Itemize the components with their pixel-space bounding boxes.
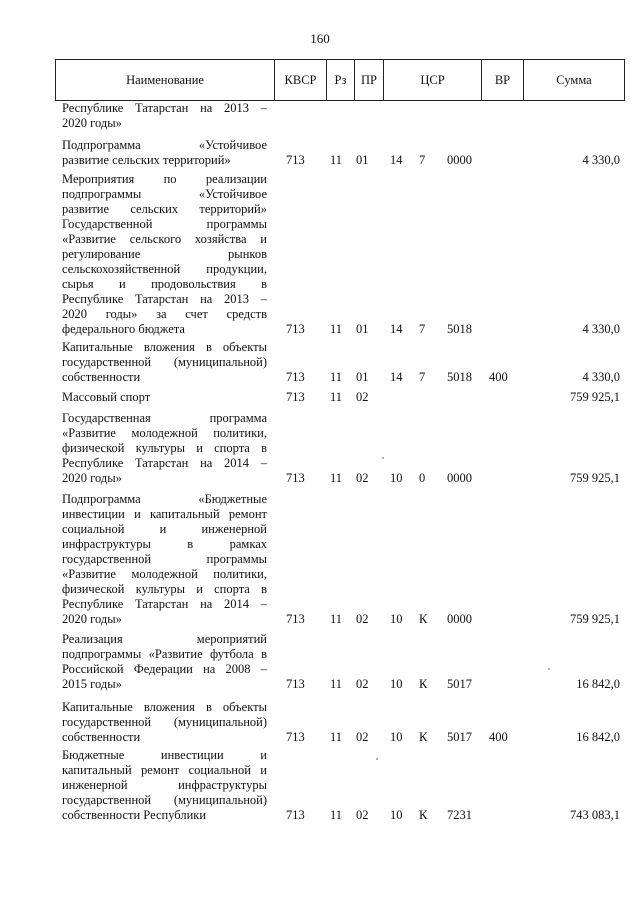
- cell-pr: 01: [356, 322, 369, 336]
- cell-csr-subprogram: 7: [419, 370, 426, 384]
- name-line: развитие сельских территорий»: [62, 202, 267, 216]
- cell-name: [62, 138, 267, 168]
- header-sum: Сумма: [523, 60, 624, 100]
- cell-csr-direction: 0000: [447, 471, 472, 485]
- cell-sum: 759 925,1: [570, 471, 620, 485]
- name-line: Подпрограмма «Бюджетные: [62, 492, 267, 506]
- cell-sum: 16 842,0: [576, 677, 620, 691]
- header-name: Наименование: [126, 72, 204, 87]
- header-rz: Рз: [326, 60, 354, 100]
- cell-rz: 11: [330, 322, 343, 336]
- name-line: сырья и продовольствия в: [62, 277, 267, 291]
- header-csr: ЦСР: [383, 60, 481, 100]
- header-pr: ПР: [354, 60, 383, 100]
- cell-sum: 4 330,0: [582, 153, 620, 167]
- name-line: «Развитие молодежной политики,: [62, 567, 267, 581]
- cell-kvsr: 713: [286, 808, 305, 822]
- cell-kvsr: 713: [286, 612, 305, 626]
- cell-sum: 4 330,0: [582, 370, 620, 384]
- cell-kvsr: 713: [286, 471, 305, 485]
- name-line: инвестиции и капитальный ремонт: [62, 507, 267, 521]
- name-line: 2020 годы» за счет средств: [62, 307, 267, 321]
- cell-kvsr: 713: [286, 730, 305, 744]
- cell-sum: 759 925,1: [570, 612, 620, 626]
- cell-rz: 11: [330, 390, 343, 404]
- cell-name: [62, 748, 267, 823]
- scan-speck: [548, 668, 550, 670]
- cell-rz: 11: [330, 808, 343, 822]
- name-line: 2020 годы»: [62, 471, 122, 485]
- cell-csr-program: 14: [390, 322, 403, 336]
- cell-csr-direction: 7231: [447, 808, 472, 822]
- name-line: государственной программы: [62, 552, 267, 566]
- cell-kvsr: 713: [286, 322, 305, 336]
- cell-name: [62, 700, 267, 745]
- name-line: сельскохозяйственной продукции,: [62, 262, 267, 276]
- cell-rz: 11: [330, 153, 343, 167]
- cell-csr-subprogram: К: [419, 677, 428, 691]
- name-line: Государственная программа: [62, 411, 267, 425]
- cell-kvsr: 713: [286, 390, 305, 404]
- cell-csr-program: 10: [390, 730, 403, 744]
- cell-csr-program: 10: [390, 612, 403, 626]
- name-line: собственности: [62, 370, 141, 384]
- name-line: собственности: [62, 730, 141, 744]
- cell-csr-program: 10: [390, 677, 403, 691]
- name-line: 2020 годы»: [62, 116, 122, 130]
- cell-rz: 11: [330, 370, 343, 384]
- name-line: подпрограммы «Устойчивое: [62, 187, 267, 201]
- name-line: государственной (муниципальной): [62, 793, 267, 807]
- name-line: физической культуры и спорта в: [62, 441, 267, 455]
- cell-name: [62, 340, 267, 385]
- name-line: физической культуры и спорта в: [62, 582, 267, 596]
- cell-csr-subprogram: К: [419, 730, 428, 744]
- cell-sum: 16 842,0: [576, 730, 620, 744]
- header-vr: ВР: [481, 60, 523, 100]
- cell-csr-subprogram: 7: [419, 322, 426, 336]
- cell-csr-direction: 5017: [447, 730, 472, 744]
- cell-pr: 01: [356, 370, 369, 384]
- header-kvsr: КВСР: [274, 60, 326, 100]
- name-line: Мероприятия по реализации: [62, 172, 267, 186]
- cell-csr-program: 10: [390, 471, 403, 485]
- cell-csr-direction: 5017: [447, 677, 472, 691]
- name-line: Государственной программы: [62, 217, 267, 231]
- scan-speck: [382, 457, 384, 459]
- name-line: капитальный ремонт социальной и: [62, 763, 267, 777]
- name-line: подпрограммы «Развитие футбола в: [62, 647, 267, 661]
- cell-rz: 11: [330, 730, 343, 744]
- cell-vr: 400: [489, 730, 508, 744]
- name-line: Подпрограмма «Устойчивое: [62, 138, 267, 152]
- cell-name: [62, 492, 267, 627]
- name-line: регулирование рынков: [62, 247, 267, 261]
- name-line: Капитальные вложения в объекты: [62, 700, 267, 714]
- cell-csr-subprogram: К: [419, 612, 428, 626]
- name-line: Массовый спорт: [62, 390, 151, 404]
- name-line: «Развитие сельского хозяйства и: [62, 232, 267, 246]
- cell-name: [62, 172, 267, 337]
- cell-name: [62, 390, 267, 405]
- name-line: собственности Республики: [62, 808, 207, 822]
- name-line: «Развитие молодежной политики,: [62, 426, 267, 440]
- cell-rz: 11: [330, 677, 343, 691]
- name-line: Капитальные вложения в объекты: [62, 340, 267, 354]
- cell-pr: 02: [356, 612, 369, 626]
- name-line: Бюджетные инвестиции и: [62, 748, 267, 762]
- name-line: 2015 годы»: [62, 677, 122, 691]
- name-line: социальной и инженерной: [62, 522, 267, 536]
- cell-kvsr: 713: [286, 677, 305, 691]
- name-line: Республике Татарстан на 2014 –: [62, 597, 267, 611]
- cell-vr: 400: [489, 370, 508, 384]
- name-line: Республике Татарстан на 2013 –: [62, 101, 267, 115]
- name-line: развитие сельских территорий»: [62, 153, 231, 167]
- scan-speck: [376, 758, 378, 760]
- cell-pr: 02: [356, 471, 369, 485]
- name-line: Республике Татарстан на 2014 –: [62, 456, 267, 470]
- cell-rz: 11: [330, 612, 343, 626]
- cell-pr: 02: [356, 808, 369, 822]
- cell-pr: 02: [356, 730, 369, 744]
- cell-kvsr: 713: [286, 370, 305, 384]
- table-header: [55, 59, 625, 101]
- cell-kvsr: 713: [286, 153, 305, 167]
- cell-csr-program: 10: [390, 808, 403, 822]
- cell-csr-direction: 5018: [447, 322, 472, 336]
- cell-name: [62, 101, 267, 131]
- cell-csr-subprogram: 7: [419, 153, 426, 167]
- name-line: Реализация мероприятий: [62, 632, 267, 646]
- page-number: 160: [310, 31, 330, 46]
- cell-pr: 02: [356, 390, 369, 404]
- cell-csr-subprogram: К: [419, 808, 428, 822]
- cell-name: [62, 411, 267, 486]
- cell-csr-direction: 0000: [447, 612, 472, 626]
- name-line: федерального бюджета: [62, 322, 185, 336]
- name-line: государственной (муниципальной): [62, 355, 267, 369]
- name-line: Республике Татарстан на 2013 –: [62, 292, 267, 306]
- name-line: государственной (муниципальной): [62, 715, 267, 729]
- cell-pr: 01: [356, 153, 369, 167]
- cell-csr-subprogram: 0: [419, 471, 426, 485]
- cell-sum: 743 083,1: [570, 808, 620, 822]
- cell-sum: 4 330,0: [582, 322, 620, 336]
- cell-csr-program: 14: [390, 153, 403, 167]
- name-line: 2020 годы»: [62, 612, 122, 626]
- cell-csr-direction: 5018: [447, 370, 472, 384]
- name-line: Российской Федерации на 2008 –: [62, 662, 267, 676]
- name-line: инженерной инфраструктуры: [62, 778, 267, 792]
- cell-csr-program: 14: [390, 370, 403, 384]
- cell-pr: 02: [356, 677, 369, 691]
- cell-rz: 11: [330, 471, 343, 485]
- cell-csr-direction: 0000: [447, 153, 472, 167]
- cell-name: [62, 632, 267, 692]
- cell-sum: 759 925,1: [570, 390, 620, 404]
- name-line: инфраструктуры в рамках: [62, 537, 267, 551]
